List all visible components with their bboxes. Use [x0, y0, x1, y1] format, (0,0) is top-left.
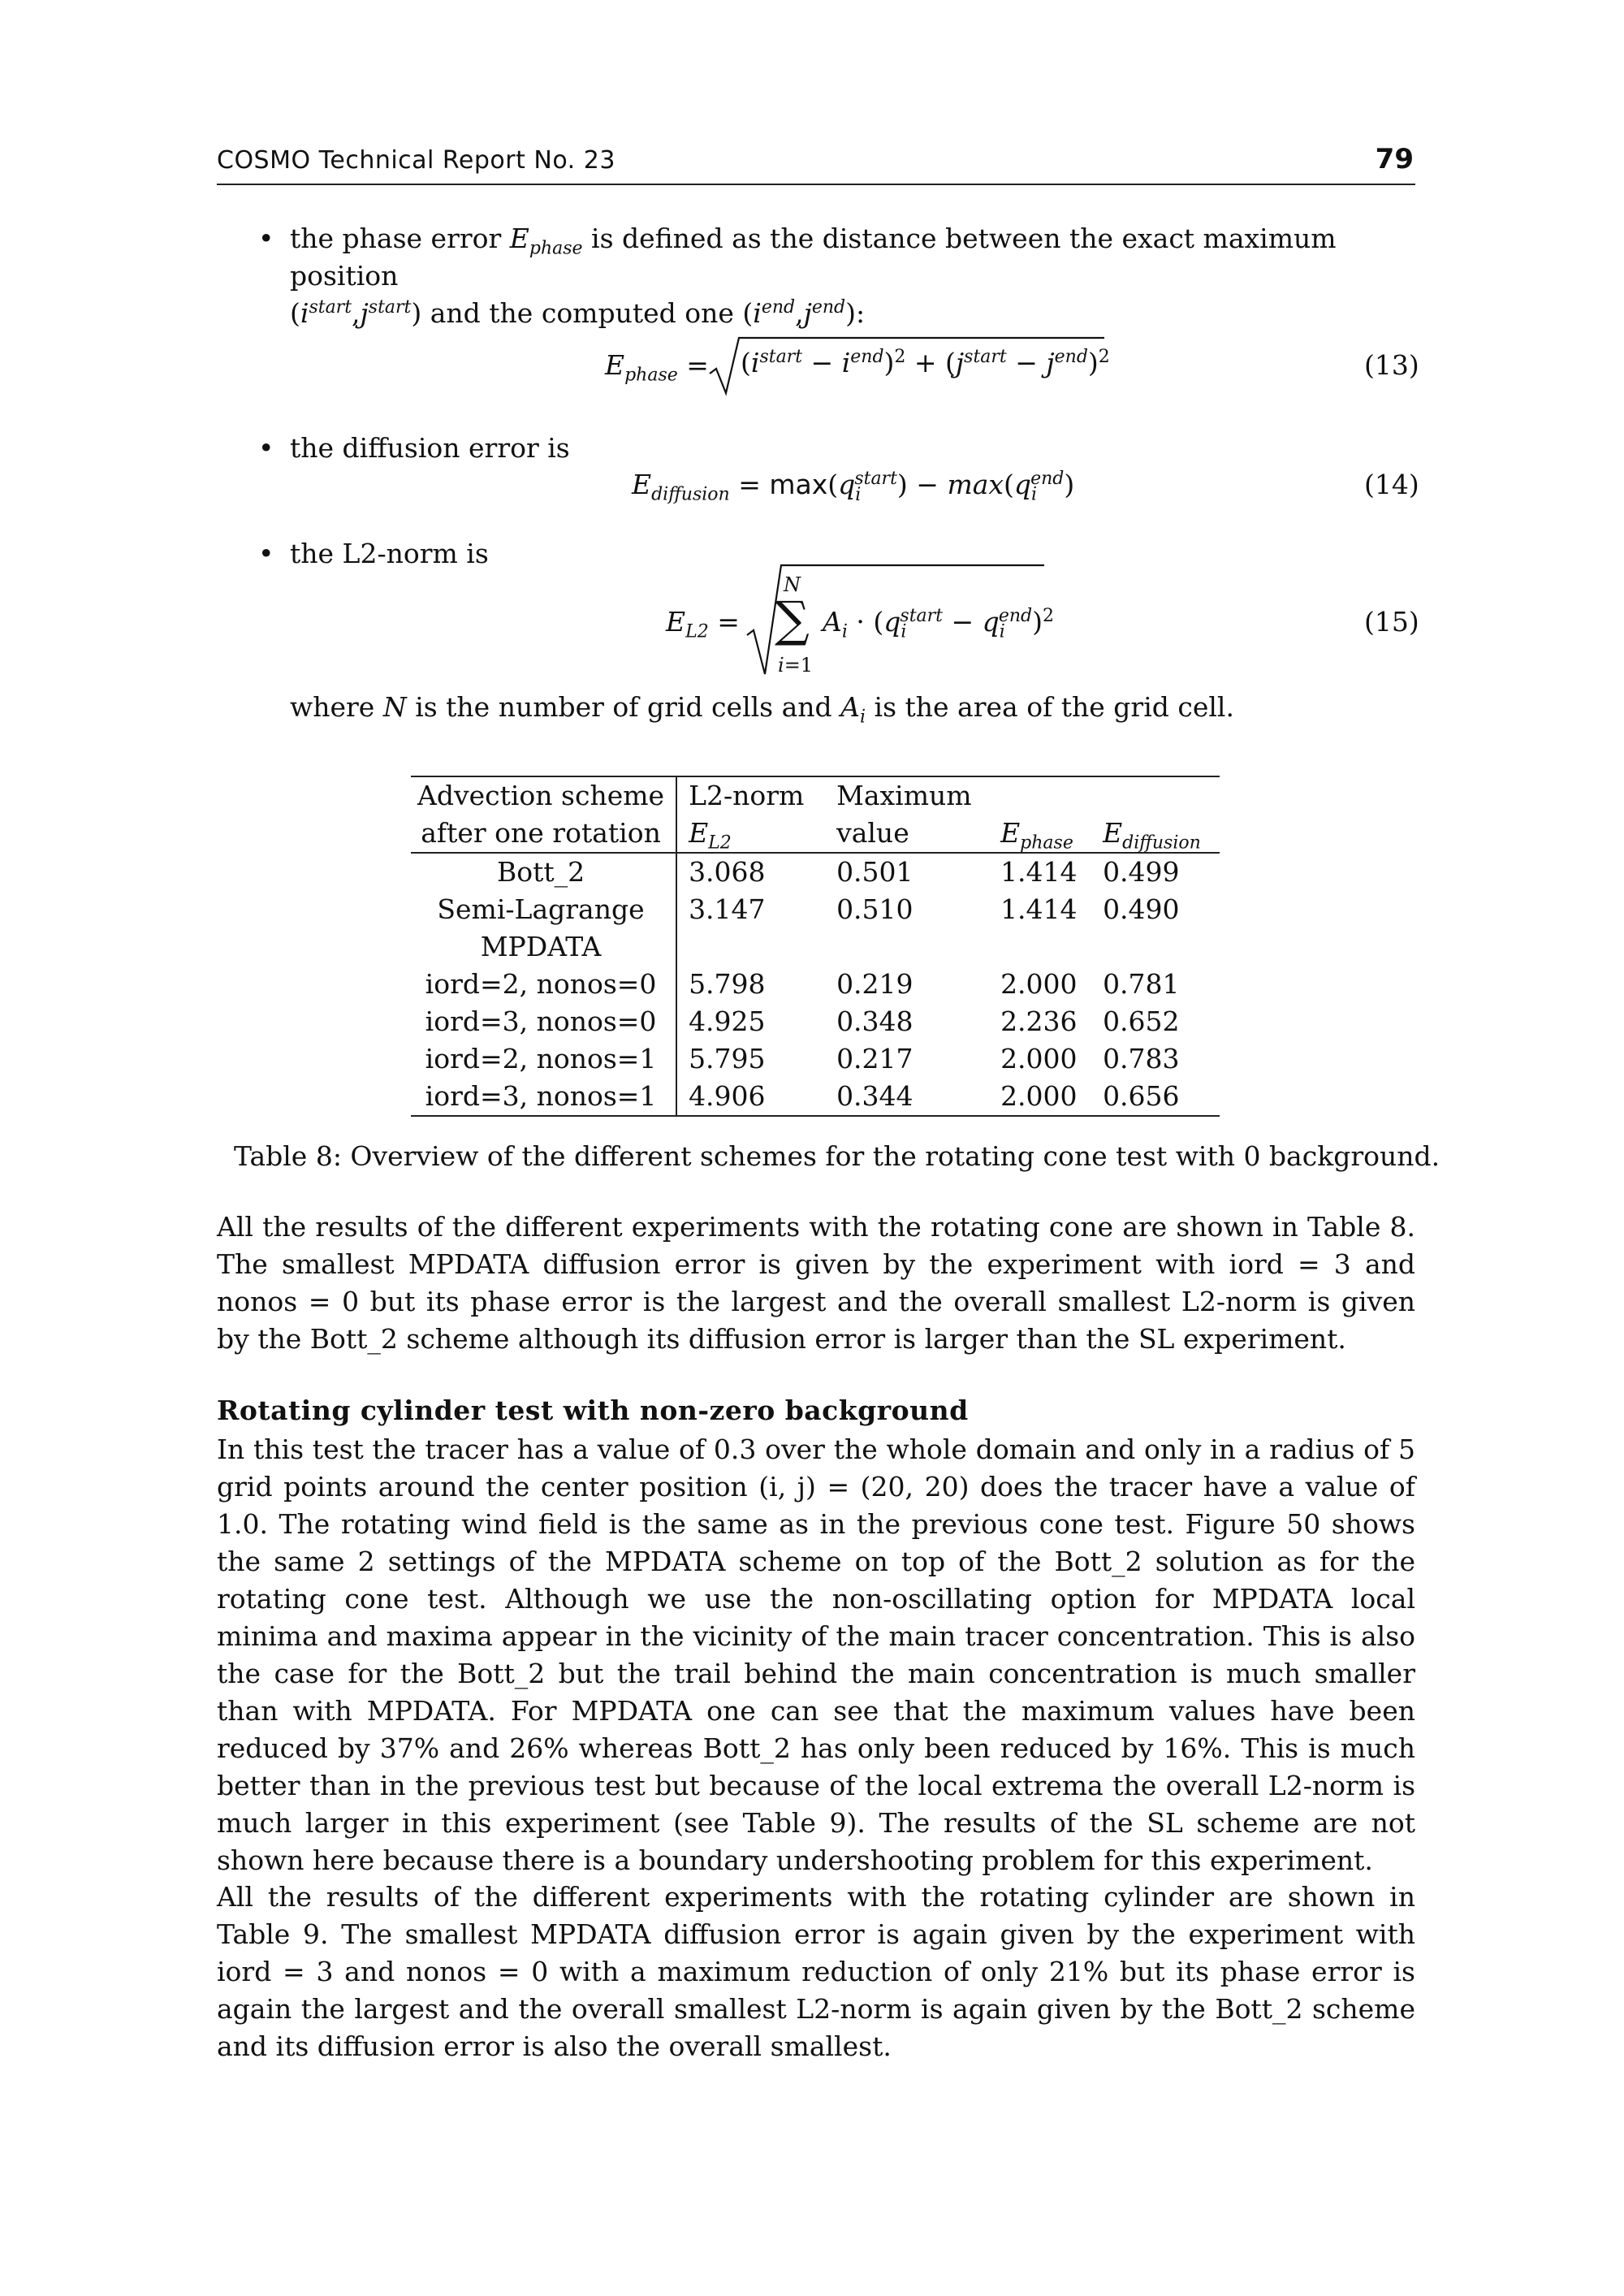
table-cell: iord=3, nonos=0 [411, 1003, 676, 1040]
table-header-cell: $E_{phase}$ [989, 815, 1091, 853]
bullet-dot: • [258, 538, 274, 569]
sum-upper-limit: N [784, 573, 801, 596]
table-cell: 3.147 [689, 893, 766, 925]
paragraph-results-cone: All the results of the different experiments with the rotating cone are shown in Table 8. The smallest MPDATA diffusion error is given by the experiment with iord = 3 and nonos = 0 but its phase error is the largest and the overall smallest L2-norm is given by the Bott_2 scheme although its diffusion error is larger than the SL experiment. [217, 1211, 1415, 1355]
table-cell: 0.217 [836, 1043, 914, 1074]
table-header-row [411, 815, 1220, 853]
table-cell: iord=2, nonos=0 [411, 966, 676, 1003]
table-row [411, 1003, 1220, 1040]
table-cell [825, 928, 989, 966]
table-header-cell [989, 776, 1091, 815]
table-cell: 4.925 [689, 1005, 766, 1037]
bullet-diffusion-error: the diffusion error is [290, 432, 570, 464]
report-title: COSMO Technical Report No. 23 [217, 146, 615, 175]
table-cell [989, 928, 1091, 966]
table-cell: 0.510 [836, 893, 914, 925]
table-cell: 5.795 [689, 1043, 766, 1074]
table-row [411, 966, 1220, 1003]
table-caption: Table 8: Overview of the different schemes for the rotating cone test with 0 background. [234, 1140, 1440, 1172]
table-cell: 0.501 [836, 856, 914, 888]
table-header-cell: $E_{diffusion}$ [1091, 815, 1220, 853]
table-cell: 2.000 [1000, 968, 1078, 1000]
table-cell: 0.219 [836, 968, 914, 1000]
bullet-l2-norm: the L2-norm is [290, 538, 489, 569]
table-header-cell [1091, 776, 1220, 815]
table-cell: 0.348 [836, 1005, 914, 1037]
table-row [411, 891, 1220, 928]
equation-14: $E_{diffusion} = \max(q_i^{start}) - \max(q_i^{end})$ [632, 469, 1075, 505]
equation-13-body: $(i^{start} - i^{end})^2 + (j^{start} - j^{end})^2$ [741, 347, 1110, 378]
bullet-phase-error [290, 220, 1419, 332]
table-cell: 0.499 [1103, 856, 1180, 888]
equation-15-body: $A_i \cdot (q_i^{start} - q_i^{end})^2$ [823, 606, 1054, 642]
table-cell: 0.781 [1103, 968, 1180, 1000]
table-cell: iord=3, nonos=1 [411, 1078, 676, 1116]
table-cell: 3.068 [689, 856, 766, 888]
sum-lower-limit: i=1 [778, 654, 814, 677]
equation-13: $E_{phase}$ = [605, 349, 709, 386]
table-cell: 1.414 [1000, 856, 1078, 888]
table-cell: 4.906 [676, 1078, 825, 1116]
equation-14-number: (14) [1364, 469, 1419, 500]
bullet-phase-line2: $(i^{start},j^{start})$ and the computed one $(i^{end},j^{end})$: [290, 297, 866, 329]
table-header-cell: $E_{L2}$ [676, 815, 825, 853]
results-table [411, 776, 1220, 1117]
phase-symbol: $E_{phase}$ [509, 223, 583, 259]
section-heading: Rotating cylinder test with non-zero background [217, 1394, 969, 1426]
table-cell: 2.000 [1000, 1043, 1078, 1074]
table-cell: 1.414 [1000, 893, 1078, 925]
table-header-cell: Advection scheme [411, 776, 676, 815]
table-cell: 5.798 [689, 968, 766, 1000]
table-cell: Semi-Lagrange [411, 891, 676, 928]
table-cell: 2.236 [1000, 1005, 1078, 1037]
table-cell [676, 928, 825, 966]
table-row [411, 853, 1220, 891]
table-header-cell: L2-norm [676, 776, 825, 815]
table-cell [1091, 928, 1220, 966]
table-cell: 0.656 [1091, 1078, 1220, 1116]
table-cell: 0.490 [1103, 893, 1180, 925]
table-cell: MPDATA [411, 928, 676, 966]
table-cell: Bott_2 [411, 853, 676, 891]
paragraph-cylinder-test: In this test the tracer has a value of 0.3 over the whole domain and only in a radius of 5 grid points around the center position (i, j) = (20, 20) does the tracer have a value of 1.0. The rotating wind field is the same as in the previous cone test. Figure 50 shows the same 2 settings of the MPDATA scheme on top of the Bott_2 solution as for the rotating cone test. Although we use the non-oscillating option for MPDATA local minima and maxima appear in the vicinity of the main tracer concentration. This is also the case for the Bott_2 but the trail behind the main concentration is much smaller than with MPDATA. For MPDATA one can see that the maximum values have been reduced by 37% and 26% whereas Bott_2 has only been reduced by 16%. This is much better than in the previous test but because of the local extrema the overall L2-norm is much larger in this experiment (see Table 9). The results of the SL scheme are not shown here because there is a boundary undershooting problem for this experiment. [217, 1433, 1415, 1876]
bullet-dot: • [258, 432, 274, 464]
paragraph-results-cylinder: All the results of the different experiments with the rotating cylinder are shown in Table 9. The smallest MPDATA diffusion error is again given by the experiment with iord = 3 and nonos = 0 with a maximum reduction of only 21% but its phase error is again the largest and the overall smallest L2-norm is again given by the Bott_2 scheme and its diffusion error is also the overall smallest. [217, 1881, 1415, 2062]
table-header-cell: value [825, 815, 989, 853]
where-text: where N is the number of grid cells and $A_i$ is the area of the grid cell. [290, 691, 1234, 728]
table-header-cell: Maximum [825, 776, 989, 815]
equation-15-number: (15) [1364, 606, 1419, 638]
table-row [411, 1078, 1220, 1116]
table-row [411, 1040, 1220, 1078]
table-cell: 0.344 [825, 1078, 989, 1116]
table-header-cell: after one rotation [411, 815, 676, 853]
bullet-dot: • [258, 223, 274, 254]
table-row [411, 928, 1220, 966]
running-header [217, 145, 1415, 185]
bullet-phase-text-b: is defined as the distance between the exact maximum position [290, 223, 1337, 292]
sum-symbol: ∑ [775, 591, 810, 648]
table-cell: 2.000 [989, 1078, 1091, 1116]
table-header-row [411, 776, 1220, 815]
bullet-phase-text-a: the phase error [290, 223, 510, 254]
table-cell: 0.652 [1103, 1005, 1180, 1037]
table-cell: iord=2, nonos=1 [411, 1040, 676, 1078]
page-number: 79 [1375, 143, 1414, 175]
table-cell: 0.783 [1103, 1043, 1180, 1074]
equation-13-number: (13) [1364, 349, 1419, 381]
equation-15: $E_{L2}$ = [666, 606, 740, 642]
